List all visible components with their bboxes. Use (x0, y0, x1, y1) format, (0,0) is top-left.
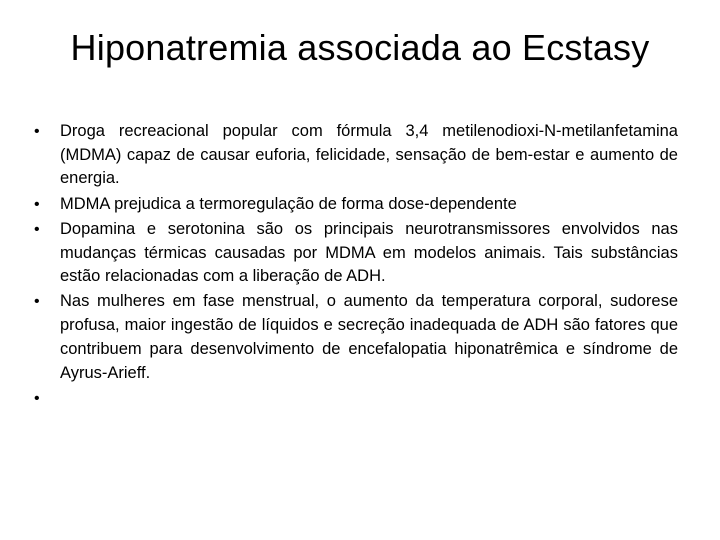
bullet-item-empty (34, 387, 678, 411)
bullet-item: • MDMA prejudica a termoregulação de forma dose-dependente (34, 193, 678, 217)
bullet-item: • Nas mulheres em fase menstrual, o aumento da temperatura corporal, sudorese profusa, maior ingestão de líquidos e secreção inadequada de ADH são fatores que contribuem para desenvolvimento de encefalopatia hiponatrêmica e síndrome de Ayrus-Arieff. (34, 290, 678, 385)
slide-title: Hiponatremia associada ao Ecstasy (70, 27, 650, 68)
bullet-item: • Dopamina e serotonina são os principais neurotransmissores envolvidos nas mudanças térmicas causadas por MDMA em modelos animais. Tais substâncias estão relacionadas com a liberação de ADH. (34, 218, 678, 289)
bullet-item: • Droga recreacional popular com fórmula 3,4 metilenodioxi-N-metilanfetamina (MDMA) capaz de causar euforia, felicidade, sensação de bem-estar e aumento de energia. (34, 120, 678, 191)
bullet-list (34, 120, 678, 412)
